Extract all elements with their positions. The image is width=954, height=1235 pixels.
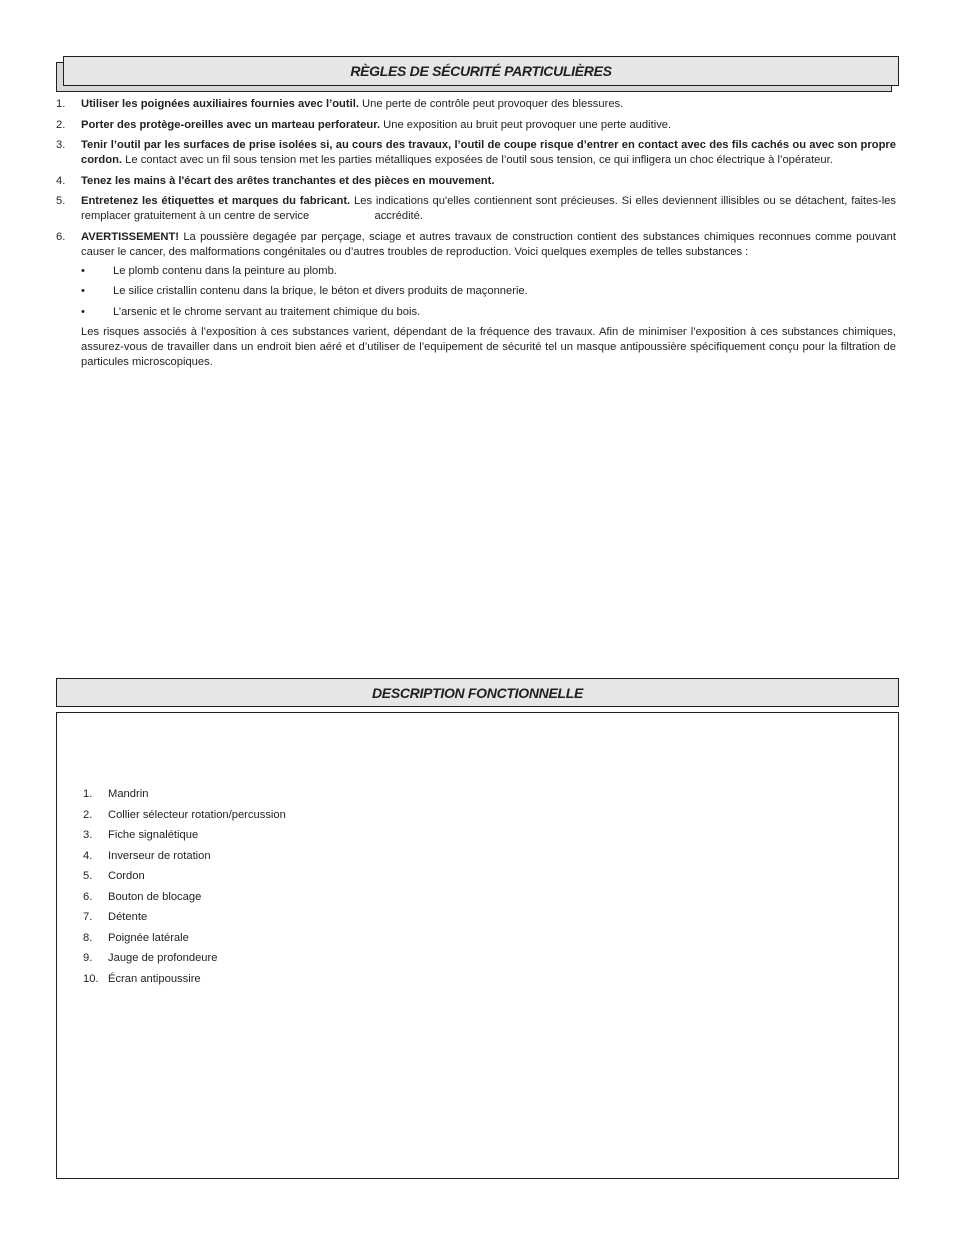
part-number: 9. <box>83 952 93 964</box>
part-label: Écran antipoussire <box>108 972 201 985</box>
parts-list <box>83 787 286 992</box>
bullet-item <box>81 284 896 299</box>
part-label: Jauge de profondeure <box>108 952 218 964</box>
closing-paragraph: Les risques associés à l’exposition à ces substances varient, dépendant de la fréquence des travaux. Afin de minimiser l’exposition à ces substances chimiques, assurez-vous de travailler dans un endroit bien aéré et d’utiliser de l’equipement de sécurité tel un masque antipoussière spécifiquement conçu pour la filtration de particules microscopiques. <box>81 326 896 368</box>
part-number: 6. <box>83 890 93 903</box>
part-label: Fiche signalétique <box>108 829 199 841</box>
part-label: Inverseur de rotation <box>108 849 211 862</box>
list-item <box>83 931 286 946</box>
rule-bold: AVERTISSEMENT! <box>81 230 179 243</box>
description-title: DESCRIPTION FONCTIONNELLE <box>371 684 584 701</box>
rule-item <box>56 194 900 224</box>
rule-bold: Tenir l’outil par les surfaces de prise isolées si, au cours des travaux, l’outil de coupe risque d’entrer en contact avec des fils cachés ou avec son propre cordon. <box>81 139 896 166</box>
part-number: 2. <box>83 808 93 821</box>
rule-item <box>56 230 896 371</box>
list-item <box>83 972 286 987</box>
part-number: 8. <box>83 931 93 944</box>
description-header <box>56 678 899 707</box>
rule-body: La poussière degagée par perçage, sciage et autres travaux de construction contient des substances chimiques reconnues comme pouvant causer le cancer, des malformations congénitales ou d’autres troubles de reproduction. Voici quelques exemples de telles substances : <box>81 230 896 258</box>
rule-text <box>81 118 896 133</box>
part-number: 10. <box>83 972 99 985</box>
rule-number: 4. <box>56 174 66 187</box>
list-item <box>83 787 286 802</box>
rule-text <box>81 230 896 371</box>
rule-item <box>56 97 896 112</box>
list-item <box>83 808 286 823</box>
part-label: Poignée latérale <box>108 931 189 944</box>
rule-number: 6. <box>56 230 66 243</box>
bullet-text: Le silice cristallin contenu dans la brique, le béton et divers produits de maçonnerie. <box>113 285 528 297</box>
bullet-item <box>81 264 896 279</box>
rule-item <box>56 138 896 168</box>
list-item <box>83 828 286 843</box>
safety-rules-list <box>56 97 900 376</box>
part-number: 4. <box>83 849 93 862</box>
rule-number: 2. <box>56 118 66 131</box>
rule-body: Le contact avec un fil sous tension met les parties métalliques exposées de l’outil sous tension, ce qui infligera un choc électrique à l’opérateur. <box>122 154 833 166</box>
rule-bold: Entretenez les étiquettes et marques du fabricant. <box>81 195 351 207</box>
bullet-symbol: • <box>81 305 85 318</box>
part-number: 1. <box>83 788 93 800</box>
header-box <box>63 56 899 86</box>
bullet-symbol: • <box>81 264 85 277</box>
list-item <box>83 869 286 884</box>
part-label: Mandrin <box>108 788 149 800</box>
rule-bold: Tenez les mains à l'écart des arêtes tranchantes et des pièces en mouvement. <box>81 174 495 187</box>
rule-body: Une perte de contrôle peut provoquer des blessures. <box>358 98 624 110</box>
rule-text <box>81 194 900 224</box>
rule-number: 1. <box>56 98 66 110</box>
bullet-text: Le plomb contenu dans la peinture au plomb. <box>113 264 337 277</box>
rule-text <box>81 174 896 189</box>
list-item <box>83 951 286 966</box>
rule-text <box>81 138 896 168</box>
part-label: Bouton de blocage <box>108 890 202 903</box>
bullet-symbol: • <box>81 285 85 297</box>
safety-rules-title: RÈGLES DE SÉCURITÉ PARTICULIÈRES <box>350 63 612 79</box>
rule-item <box>56 118 896 133</box>
part-label: Cordon <box>108 870 145 882</box>
rule-bold: Porter des protège-oreilles avec un marteau perforateur. <box>81 118 381 131</box>
part-number: 5. <box>83 870 93 882</box>
rule-body: Une exposition au bruit peut provoquer une perte auditive. <box>380 118 672 131</box>
rule-number: 3. <box>56 139 66 151</box>
bullet-item <box>81 305 896 320</box>
list-item <box>83 910 286 925</box>
part-label: Collier sélecteur rotation/percussion <box>108 808 286 821</box>
part-number: 3. <box>83 829 93 841</box>
rule-body: Les indications qu'elles contiennent sont précieuses. Si elles deviennent illisibles ou se détachent, faites-les remplacer gratuitement à un centre de service accrédité. <box>81 195 900 222</box>
safety-rules-header <box>56 56 899 93</box>
list-item <box>83 849 286 864</box>
bullet-text: L’arsenic et le chrome servant au traitement chimique du bois. <box>113 305 421 318</box>
part-label: Détente <box>108 911 148 923</box>
rule-bold: Utiliser les poignées auxiliaires fournies avec l’outil. <box>81 98 359 110</box>
rule-item <box>56 174 896 189</box>
rule-number: 5. <box>56 195 66 207</box>
warning-paragraph <box>81 230 896 260</box>
part-number: 7. <box>83 911 93 923</box>
description-box <box>56 712 899 1179</box>
rule-text <box>81 97 896 112</box>
list-item <box>83 890 286 905</box>
